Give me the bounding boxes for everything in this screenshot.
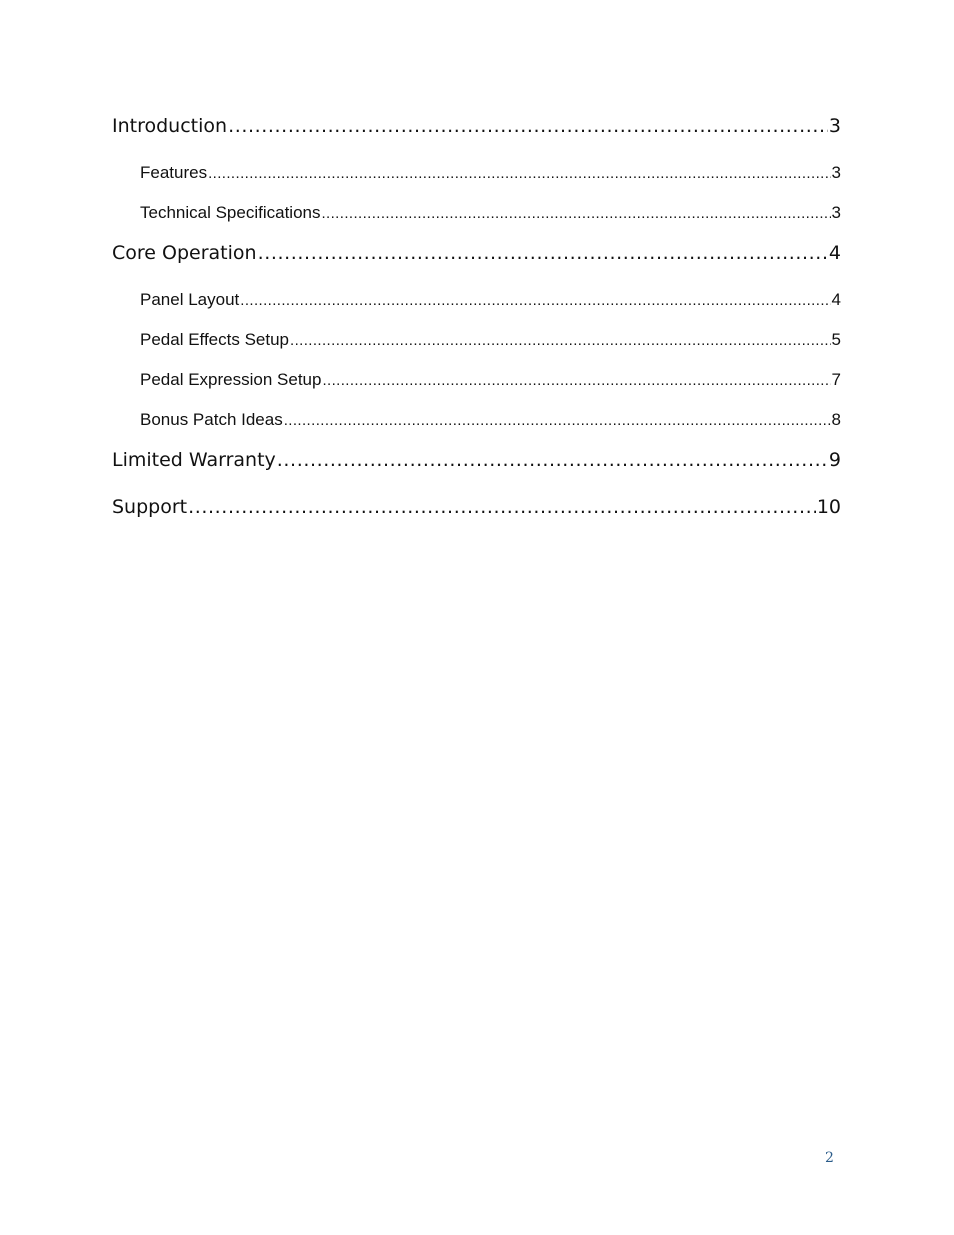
toc-entry-title: Pedal Effects Setup [140,330,290,349]
toc-entry-page: 10 [816,496,841,518]
toc-dot-leader [322,367,830,395]
toc-entry-page: 5 [831,330,841,349]
toc-entry-title: Pedal Expression Setup [140,370,322,389]
toc-dot-leader [290,327,831,355]
toc-entry-page: 8 [831,410,841,429]
toc-entry-title: Limited Warranty [112,449,276,471]
toc-dot-leader [258,239,828,267]
toc-entry-title: Introduction [112,115,228,137]
toc-entry-core-operation[interactable] [112,239,841,286]
toc-entry-page: 4 [831,290,841,309]
toc-dot-leader [240,287,830,315]
toc-entry-title: Support [112,496,188,518]
toc-entry-support[interactable] [112,493,841,540]
toc-entry-title: Bonus Patch Ideas [140,410,283,429]
toc-entry-page: 3 [828,115,841,137]
toc-entry-page: 7 [831,370,841,389]
toc-entry-title: Core Operation [112,242,257,264]
toc-entry-page: 9 [828,449,841,471]
toc-entry-bonus-patch-ideas[interactable] [112,406,841,446]
toc-entry-pedal-effects-setup[interactable] [112,326,841,366]
page-number: 2 [825,1150,834,1166]
table-of-contents [112,112,841,540]
toc-entry-features[interactable] [112,159,841,199]
toc-entry-page: 3 [831,163,841,182]
toc-entry-page: 4 [828,242,841,264]
toc-entry-page: 3 [831,203,841,222]
toc-entry-introduction[interactable] [112,112,841,159]
toc-entry-pedal-expression-setup[interactable] [112,366,841,406]
toc-dot-leader [284,407,831,435]
toc-entry-title: Technical Specifications [140,203,321,222]
toc-dot-leader [188,493,816,521]
toc-dot-leader [208,160,830,188]
toc-entry-limited-warranty[interactable] [112,446,841,493]
toc-entry-title: Panel Layout [140,290,240,309]
toc-dot-leader [321,200,830,228]
toc-entry-technical-specifications[interactable] [112,199,841,239]
toc-dot-leader [277,446,828,474]
toc-dot-leader [228,112,828,140]
toc-entry-title: Features [140,163,208,182]
toc-entry-panel-layout[interactable] [112,286,841,326]
